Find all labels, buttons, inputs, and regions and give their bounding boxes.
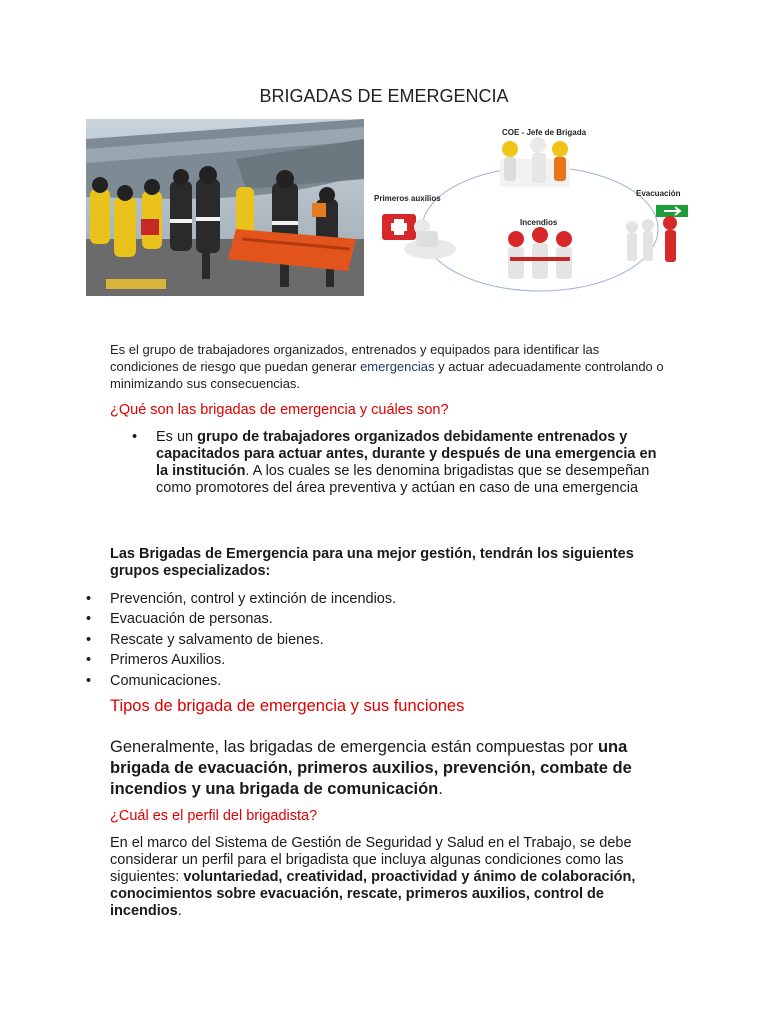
list-item-text: Primeros Auxilios. xyxy=(110,652,226,669)
bullet-marker: • xyxy=(86,631,92,648)
definition-bullet xyxy=(132,429,662,497)
types-heading: Tipos de brigada de emergencia y sus funciones xyxy=(110,697,465,715)
question-heading-1: ¿Qué son las brigadas de emergencia y cuáles son? xyxy=(110,402,449,418)
fire-figures xyxy=(508,227,572,279)
types-lead: Generalmente, las brigadas de emergencia están compuestas por xyxy=(110,738,598,756)
list-item-text: Rescate y salvamento de bienes. xyxy=(110,631,324,648)
diagram-label-fire: Incendios xyxy=(520,218,558,227)
list-item-text: Comunicaciones. xyxy=(110,672,222,689)
answer-lead: Es un xyxy=(156,429,198,445)
bullet-marker: • xyxy=(86,611,92,628)
brigade-photo xyxy=(86,119,364,296)
diagram-label-evacuation: Evacuación xyxy=(636,189,681,198)
coe-figures xyxy=(500,137,570,187)
list-item-text: Evacuación de personas. xyxy=(110,611,273,628)
types-paragraph xyxy=(110,737,670,800)
list-item xyxy=(86,630,586,650)
question-heading-2: ¿Cuál es el perfil del brigadista? xyxy=(110,808,318,824)
brigade-diagram xyxy=(370,119,690,302)
emergencias-link[interactable]: emergencias xyxy=(360,359,435,374)
list-item xyxy=(86,589,586,609)
diagram-label-first-aid: Primeros auxilios xyxy=(374,194,441,203)
answer-rest: . A los cuales se les denomina brigadistas que se desempeñan como promotores del área preventiva y actúan en caso de una emergencia xyxy=(156,463,650,496)
list-item xyxy=(86,650,586,670)
list-item xyxy=(86,609,586,629)
profile-end: . xyxy=(177,903,182,919)
bullet-marker: • xyxy=(132,429,138,445)
profile-paragraph xyxy=(110,835,655,920)
intro-text-2: y actuar adecuadamente controlando o minimizando sus consecuencias. xyxy=(110,359,664,391)
bullet-marker: • xyxy=(86,591,92,607)
list-item-text: Prevención, control y extinción de incendios. xyxy=(110,591,397,607)
diagram-label-coe: COE - Jefe de Brigada xyxy=(502,128,587,137)
bullet-marker: • xyxy=(86,652,92,669)
profile-lead: En el marco del Sistema de Gestión de Seguridad y Salud en el Trabajo, se debe considerar un perfil para el brigadista que incluya algunas condiciones como las siguientes: xyxy=(110,835,632,885)
groups-list xyxy=(86,589,586,691)
list-item xyxy=(86,671,586,691)
page-title: BRIGADAS DE EMERGENCIA xyxy=(259,86,509,106)
bullet-marker: • xyxy=(86,672,92,689)
types-end: . xyxy=(438,780,443,798)
intro-text-1: Es el grupo de trabajadores organizados, entrenados y equipados para identificar las condiciones de riesgo que puedan generar xyxy=(110,342,600,374)
intro-paragraph xyxy=(110,341,670,392)
groups-heading: Las Brigadas de Emergencia para una mejor gestión, tendrán los siguientes grupos especializados: xyxy=(110,546,634,579)
answer-bold: grupo de trabajadores organizados debidamente entrenados y capacitados para actuar antes, durante y después de una emergencia en la institución xyxy=(156,429,657,479)
profile-bold: voluntariedad, creatividad, proactividad y ánimo de colaboración, conocimientos sobre evacuación, rescate, primeros auxilios, control de incendios xyxy=(110,869,636,919)
types-bold: una brigada de evacuación, primeros auxilios, prevención, combate de incendios y una brigada de comunicación xyxy=(110,738,632,798)
